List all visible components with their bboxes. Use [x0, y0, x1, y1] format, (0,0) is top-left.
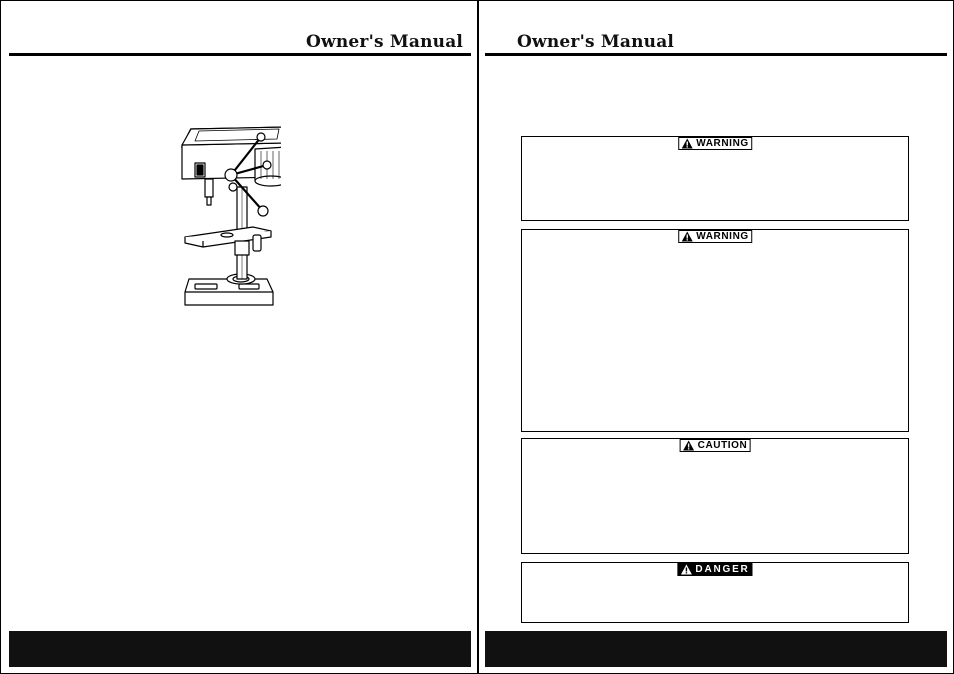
- caution-label-text: CAUTION: [697, 440, 748, 451]
- danger-label: [677, 563, 752, 576]
- caution-box: [521, 438, 909, 554]
- alert-triangle-icon: [683, 440, 695, 451]
- left-footer-bar: [9, 631, 471, 667]
- warning-box-2: [521, 229, 909, 432]
- warning-label-text-1: WARNING: [696, 138, 749, 149]
- right-header-rule: [485, 53, 947, 56]
- alert-triangle-icon: [681, 231, 693, 242]
- alert-triangle-icon: [680, 564, 692, 575]
- drill-press-icon: [169, 107, 281, 319]
- warning-label-2: [678, 230, 752, 243]
- left-header-rule: [9, 53, 471, 56]
- right-footer-bar: [485, 631, 947, 667]
- warning-label-1: [678, 137, 752, 150]
- right-header-title: Owner's Manual: [517, 32, 675, 52]
- danger-box: [521, 562, 909, 623]
- warning-box-1: [521, 136, 909, 221]
- left-header-title: Owner's Manual: [306, 32, 464, 52]
- warning-label-text-2: WARNING: [696, 231, 749, 242]
- alert-triangle-icon: [681, 138, 693, 149]
- right-page: [478, 0, 954, 674]
- caution-label: [680, 439, 751, 452]
- danger-label-text: DANGER: [695, 564, 750, 575]
